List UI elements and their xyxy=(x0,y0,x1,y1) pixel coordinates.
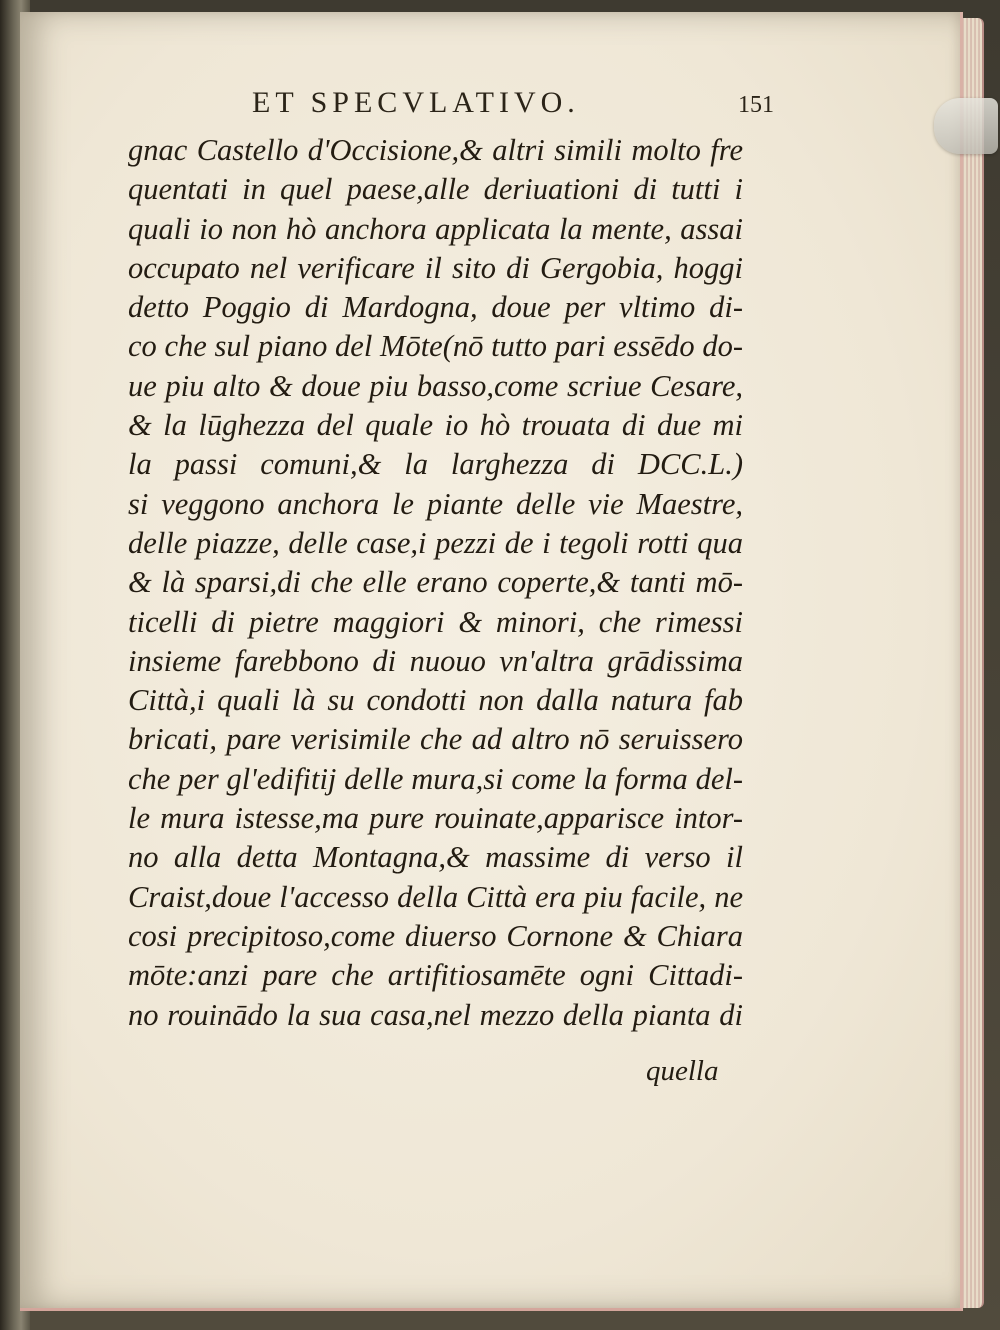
text-line: no alla detta Montagna,& massime di verso il xyxy=(128,840,743,875)
page-clip xyxy=(934,98,998,154)
text-line: gnac Castello d'Occisione,& altri simili molto fre xyxy=(128,133,743,167)
text-line: occupato nel verificare il sito di Gergobia, hoggi xyxy=(128,250,743,285)
text-line: mōte:anzi pare che artifitiosamēte ogni Cittadi- xyxy=(128,958,743,993)
text-line: quali io non hò anchora applicata la mente, assai xyxy=(128,211,743,246)
text-line: ue piu alto & doue piu basso,come scriue Cesare, xyxy=(128,368,743,403)
catchword: quella xyxy=(646,1055,719,1087)
text-line: ticelli di pietre maggiori & minori, che rimessi xyxy=(128,604,743,639)
running-head: ET SPECVLATIVO. xyxy=(252,86,580,119)
text-line: che per gl'edifitij delle mura,si come la forma del- xyxy=(128,761,743,796)
text-line: & la lūghezza del quale io hò trouata di due mi xyxy=(128,408,743,443)
text-line: cosi precipitoso,come diuerso Cornone & Chiara xyxy=(128,918,743,953)
text-line: si veggono anchora le piante delle vie Maestre, xyxy=(128,486,743,521)
page-number: 151 xyxy=(738,92,774,118)
text-line: Città,i quali là su condotti non dalla natura fab xyxy=(128,683,743,718)
text-line: quentati in quel paese,alle deriuationi di tutti i xyxy=(128,172,743,207)
text-line: & là sparsi,di che elle erano coperte,& tanti mō- xyxy=(128,565,743,600)
text-line: detto Poggio di Mardogna, doue per vltimo di- xyxy=(128,290,743,325)
text-line: delle piazze, delle case,i pezzi de i tegoli rotti qua xyxy=(128,525,743,560)
body-text xyxy=(128,131,743,1035)
text-line: insieme farebbono di nuouo vn'altra grādissima xyxy=(128,643,743,678)
text-line: le mura istesse,ma pure rouinate,apparisce intor- xyxy=(128,801,743,836)
text-line: bricati, pare verisimile che ad altro nō seruissero xyxy=(128,722,743,757)
text-line: Craist,doue l'accesso della Città era piu facile, ne xyxy=(128,879,743,914)
text-line: no rouinādo la sua casa,nel mezzo della pianta di xyxy=(128,997,743,1032)
text-line: co che sul piano del Mōte(nō tutto pari essēdo do- xyxy=(128,329,743,364)
text-line: la passi comuni,& la larghezza di DCC.L.) xyxy=(128,447,743,482)
